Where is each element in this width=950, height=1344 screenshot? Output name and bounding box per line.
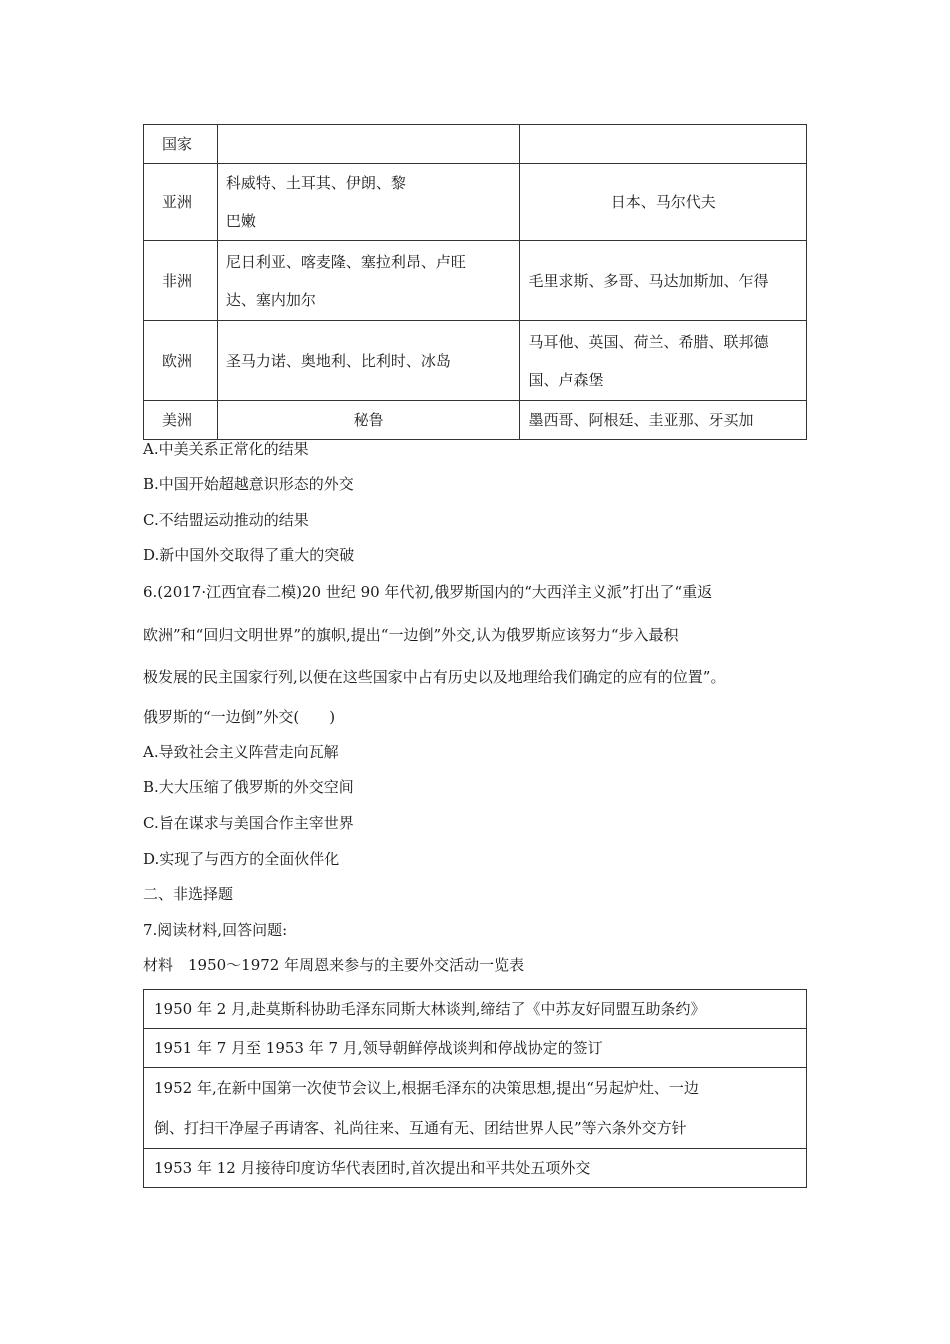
cell-line: 达、塞内加尔: [225, 290, 316, 309]
table-row: [144, 321, 807, 401]
q6-stem-line: 俄罗斯的“一边倒”外交( ): [143, 708, 336, 726]
table-cell: 圣马力诺、奥地利、比利时、冰岛: [217, 321, 520, 401]
table-row: [144, 1068, 807, 1149]
table-cell: 日本、马尔代夫: [520, 164, 807, 241]
table-cell: 亚洲: [144, 164, 218, 241]
table-row: [144, 401, 807, 440]
cell-line: 科威特、土耳其、伊朗、黎: [225, 174, 406, 192]
table-cell: 美洲: [144, 401, 218, 440]
table-cell: 秘鲁: [217, 401, 520, 440]
q5-option-a: A.中美关系正常化的结果: [143, 440, 309, 458]
zhou-enlai-diplomacy-table: [143, 989, 807, 1188]
table-cell: [520, 125, 807, 164]
table-cell: 墨西哥、阿根廷、圭亚那、牙买加: [520, 401, 807, 440]
q7-material-title: 材料 1950～1972 年周恩来参与的主要外交活动一览表: [143, 956, 525, 974]
q5-option-d: D.新中国外交取得了重大的突破: [143, 546, 355, 564]
table-cell: 国家: [144, 125, 218, 164]
cell-line: 巴嫩: [225, 212, 256, 230]
diplomatic-recognition-table: [143, 124, 807, 440]
cell-line: 马耳他、英国、荷兰、希腊、联邦德: [528, 332, 769, 351]
q5-option-b: B.中国开始超越意识形态的外交: [143, 475, 354, 493]
cell-line: 倒、打扫干净屋子再请客、礼尚往来、互通有无、团结世界人民”等六条外交方针: [154, 1119, 687, 1137]
table-row: [144, 1149, 807, 1188]
table-row: [144, 1029, 807, 1068]
q7-intro: 7.阅读材料,回答问题:: [143, 921, 288, 939]
table-row: [144, 241, 807, 321]
q6-option-a: A.导致社会主义阵营走向瓦解: [143, 743, 339, 761]
table-cell: 1951 年 7 月至 1953 年 7 月,领导朝鲜停战谈判和停战协定的签订: [144, 1029, 807, 1068]
cell-line: 国、卢森堡: [528, 370, 604, 389]
q6-option-c: C.旨在谋求与美国合作主宰世界: [143, 814, 354, 832]
q6-stem-line: 6.(2017·江西宜春二模)20 世纪 90 年代初,俄罗斯国内的“大西洋主义派”打出了“重返: [143, 583, 713, 601]
table-row: [144, 990, 807, 1029]
table-cell: 毛里求斯、多哥、马达加斯加、乍得: [520, 241, 807, 321]
table-row: [144, 125, 807, 164]
q6-option-b: B.大大压缩了俄罗斯的外交空间: [143, 778, 354, 796]
table-cell: [144, 1068, 807, 1149]
table-cell: 1953 年 12 月接待印度访华代表团时,首次提出和平共处五项外交: [144, 1149, 807, 1188]
q5-option-c: C.不结盟运动推动的结果: [143, 511, 309, 529]
q6-option-d: D.实现了与西方的全面伙伴化: [143, 850, 340, 868]
table-cell: 1950 年 2 月,赴莫斯科协助毛泽东同斯大林谈判,缔结了《中苏友好同盟互助条约》: [144, 990, 807, 1029]
table-cell: 欧洲: [144, 321, 218, 401]
q6-stem-line: 极发展的民主国家行列,以便在这些国家中占有历史以及地理给我们确定的应有的位置”。: [143, 668, 726, 686]
table-row: [144, 164, 807, 241]
section-heading: 二、非选择题: [143, 885, 234, 903]
table-cell: [217, 125, 520, 164]
cell-line: 1952 年,在新中国第一次使节会议上,根据毛泽东的决策思想,提出“另起炉灶、一边: [154, 1079, 699, 1097]
table-cell: [520, 321, 807, 401]
cell-line: 尼日利亚、喀麦隆、塞拉利昂、卢旺: [225, 252, 466, 271]
table-cell: [217, 241, 520, 321]
table-cell: [217, 164, 520, 241]
table-cell: 非洲: [144, 241, 218, 321]
q6-stem-line: 欧洲”和“回归文明世界”的旗帜,提出“一边倒”外交,认为俄罗斯应该努力“步入最积: [143, 626, 679, 644]
